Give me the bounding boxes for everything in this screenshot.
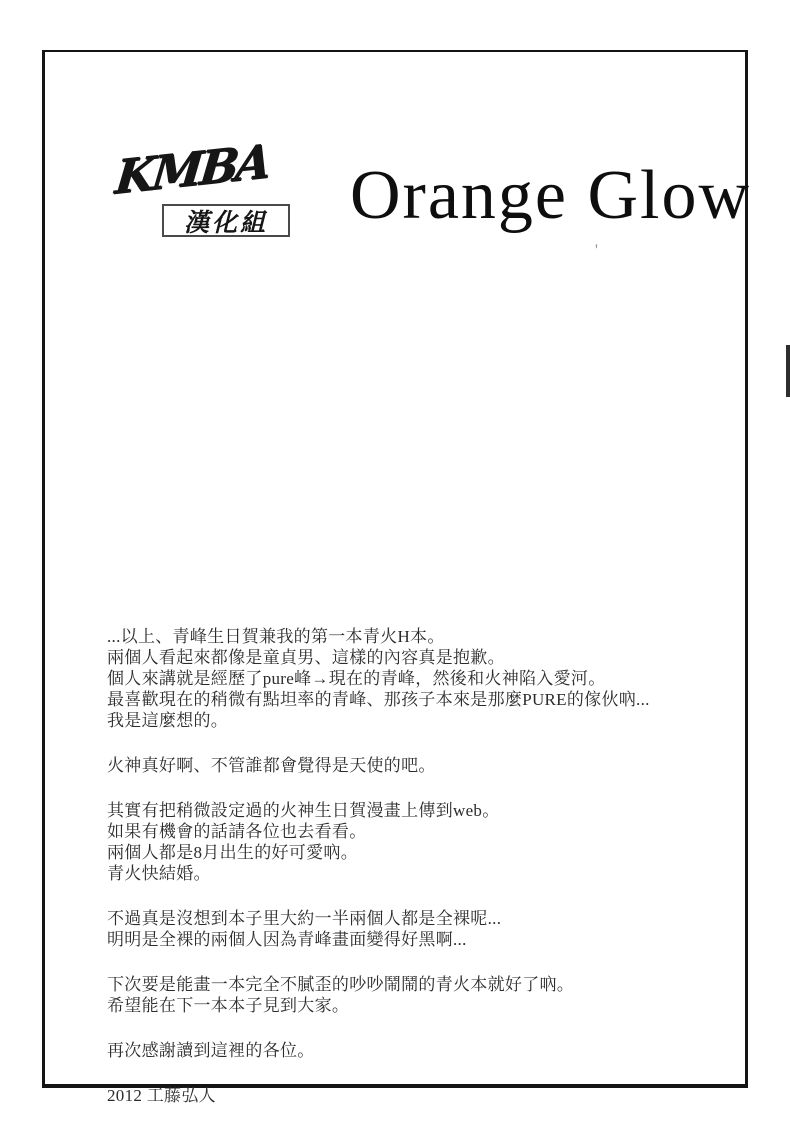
- text-line: 如果有機會的話請各位也去看看。: [107, 822, 367, 841]
- text-line: ...以上、青峰生日賀兼我的第一本青火H本。: [107, 627, 445, 646]
- scan-artifact: [786, 345, 790, 397]
- stray-mark: ': [595, 242, 598, 259]
- text-line: 兩個人看起來都像是童貞男、這樣的內容真是抱歉。: [107, 648, 505, 667]
- text-line: 個人來講就是經歷了pure峰→現在的青峰，然後和火神陷入愛河。: [107, 669, 606, 688]
- text-line: 2012 工藤弘人: [107, 1086, 216, 1105]
- text-line: 其實有把稍微設定過的火神生日賀漫畫上傳到web。: [107, 801, 500, 820]
- afterword-paragraph: [107, 1040, 747, 1061]
- text-line: 我是這麼想的。: [107, 711, 229, 730]
- afterword-paragraph: [107, 908, 747, 950]
- afterword-paragraph: [107, 1085, 747, 1106]
- text-line: 下次要是能畫一本完全不膩歪的吵吵鬧鬧的青火本就好了吶。: [107, 975, 575, 994]
- afterword-paragraph: [107, 800, 747, 884]
- text-line: 最喜歡現在的稍微有點坦率的青峰、那孩子本來是那麼PURE的傢伙吶...: [107, 690, 650, 709]
- afterword-paragraph: [107, 974, 747, 1016]
- afterword-paragraph: [107, 626, 747, 731]
- text-line: 再次感謝讀到這裡的各位。: [107, 1041, 315, 1060]
- text-line: 火神真好啊、不管誰都會覺得是天使的吧。: [107, 756, 436, 775]
- kmba-logo: [107, 133, 307, 250]
- text-line: 不過真是沒想到本子里大約一半兩個人都是全裸呢...: [107, 909, 502, 928]
- text-line: 明明是全裸的兩個人因為青峰畫面變得好黑啊...: [107, 930, 467, 949]
- text-line: 希望能在下一本本子見到大家。: [107, 996, 350, 1015]
- text-line: 兩個人都是8月出生的好可愛吶。: [107, 843, 358, 862]
- afterword-text: [107, 626, 747, 1106]
- text-line: 青火快結婚。: [107, 864, 211, 883]
- afterword-paragraph: [107, 755, 747, 776]
- kmba-group-box: [162, 204, 290, 237]
- kmba-group-label: 漢化組: [183, 209, 268, 237]
- page-title: Orange Glow: [350, 157, 752, 234]
- kmba-script-text: KMBA: [112, 133, 271, 205]
- page-frame: [42, 50, 752, 1105]
